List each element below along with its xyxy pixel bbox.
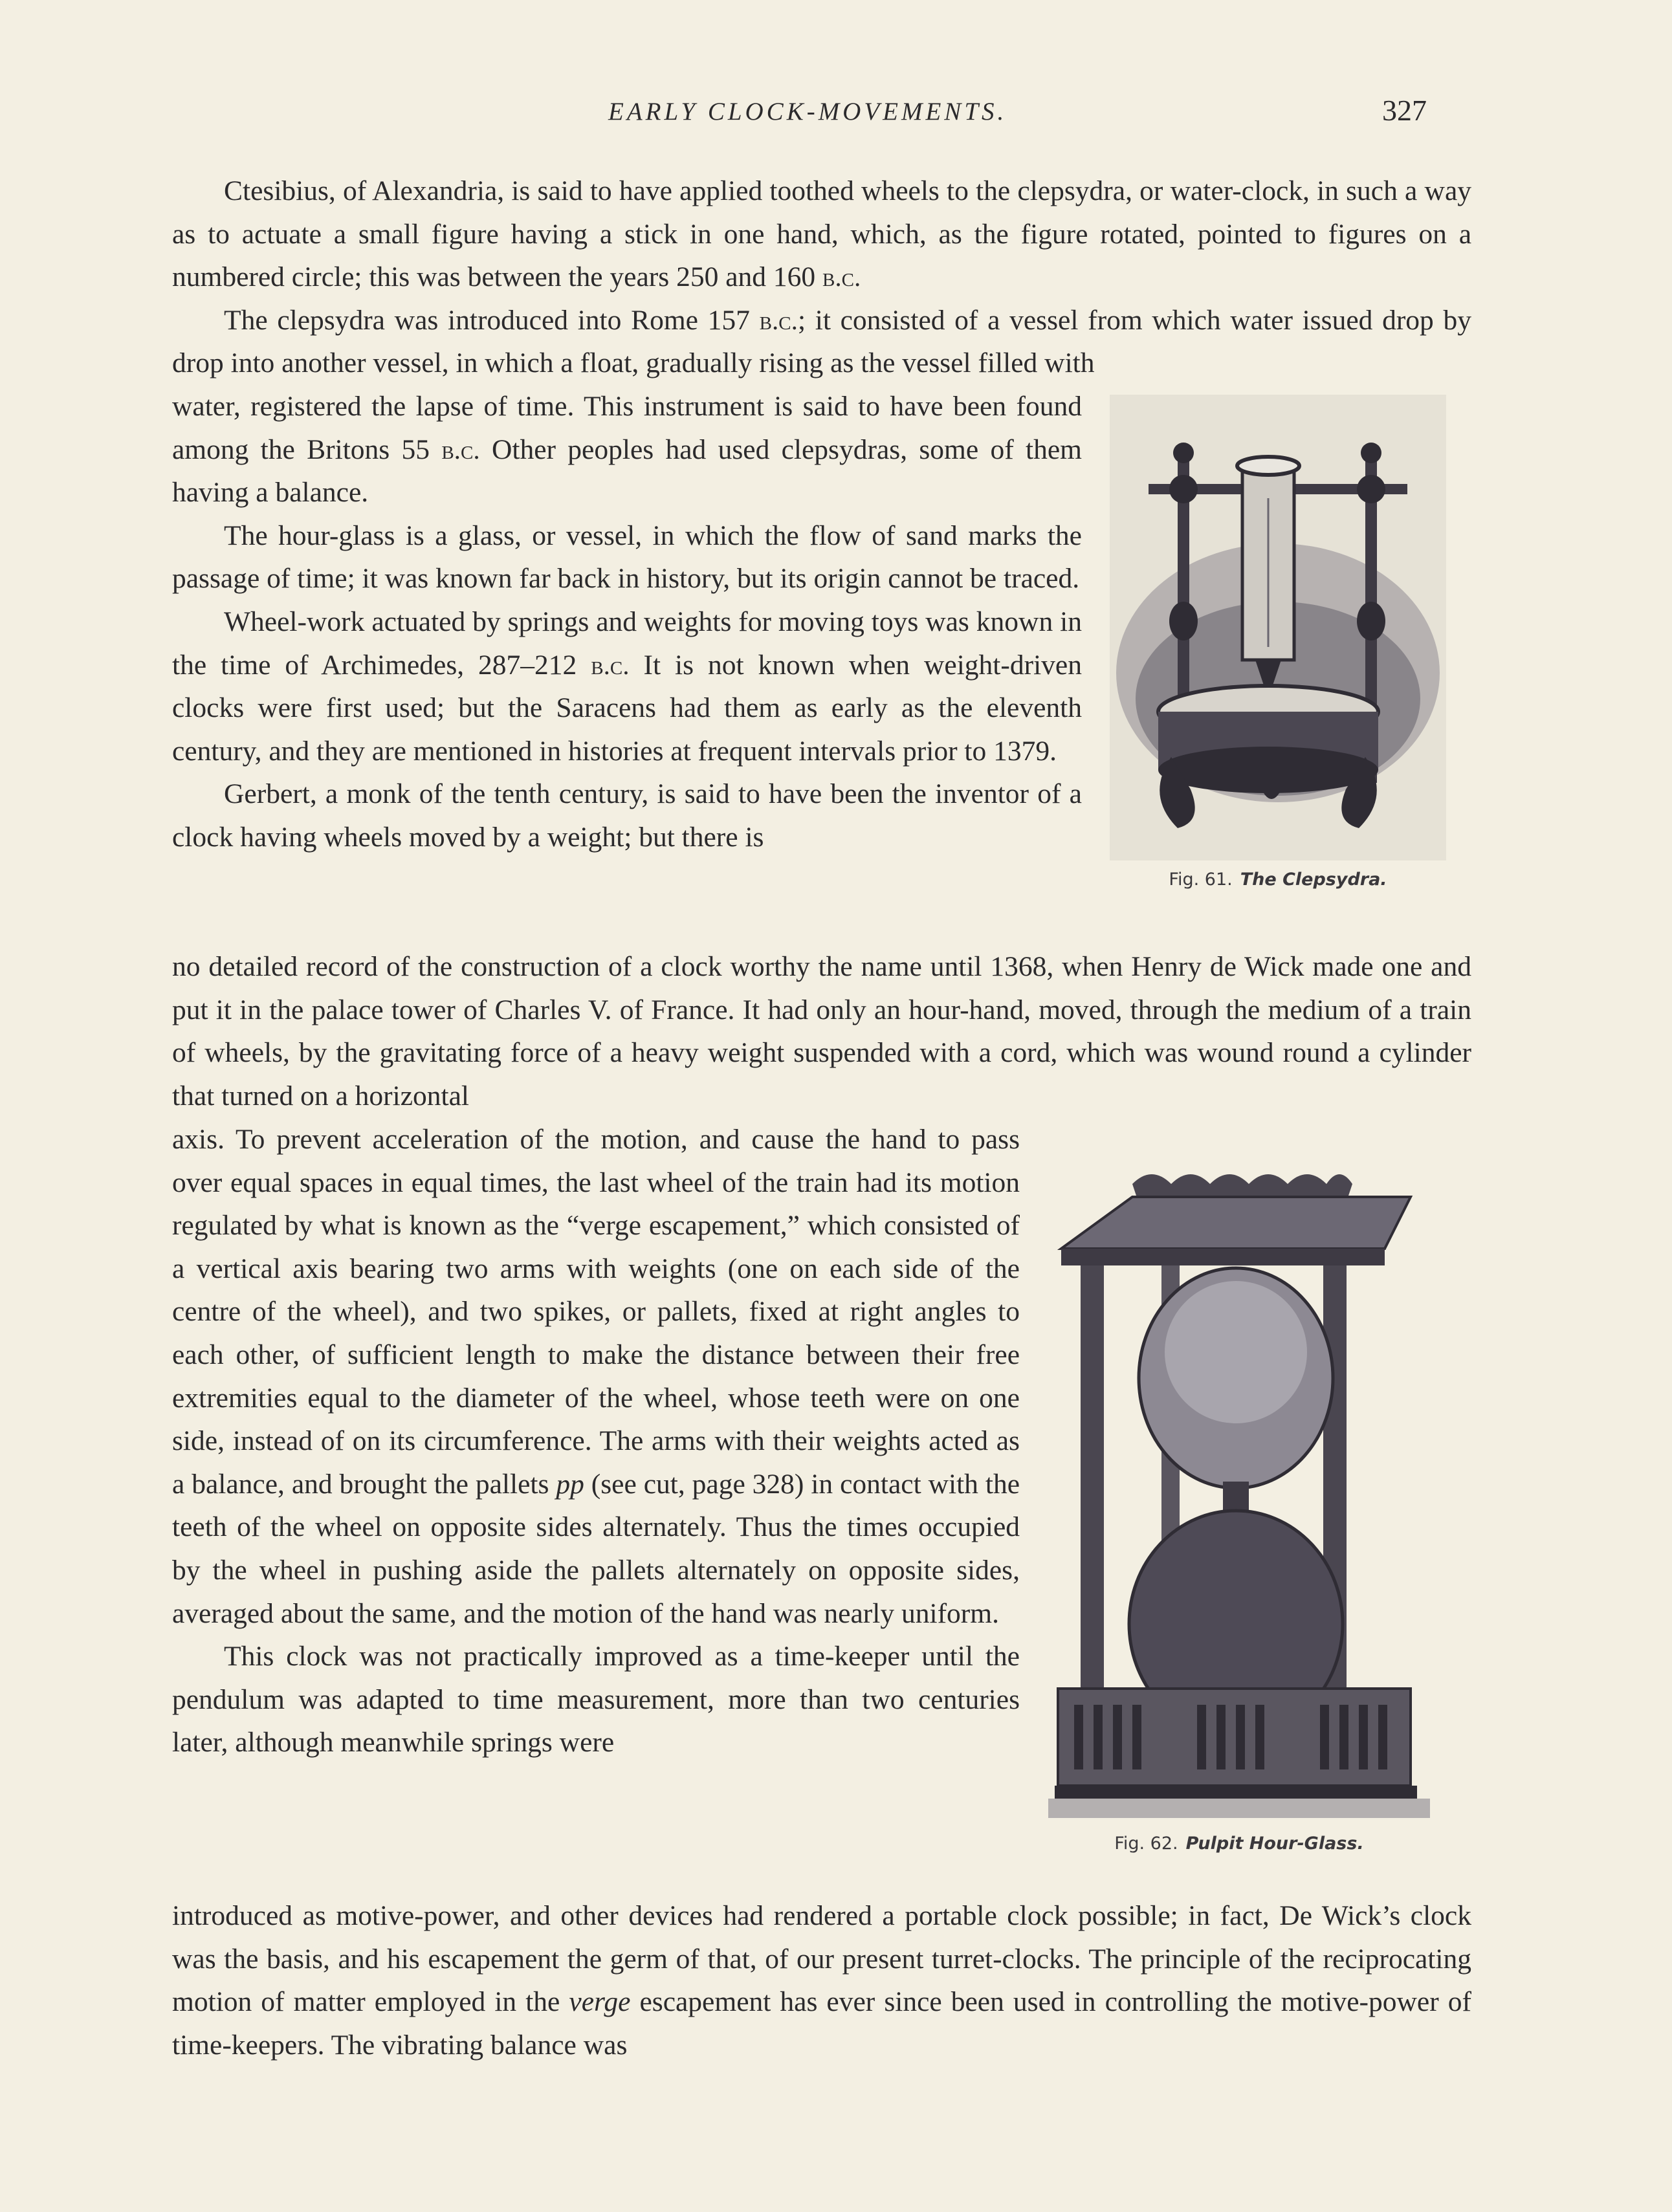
paragraph-gerbert: Gerbert, a monk of the tenth century, is said to have been the inventor of a clock having wheels moved by a weight; but there is xyxy=(172,778,1082,853)
hour-glass-engraving xyxy=(1048,1158,1430,1824)
page-number: 327 xyxy=(1382,94,1427,127)
figure-clepsydra xyxy=(1110,395,1446,890)
paragraph-clepsydra-cont: water, registered the lapse of time. This instrument is said to have been found among the Britons 55 b.c. Other peoples had used clepsydras, some of them having a balance. xyxy=(172,391,1083,509)
text-block-middle xyxy=(172,945,1471,1117)
text-block-top xyxy=(172,170,1471,385)
text-block-bottom xyxy=(172,1894,1471,2066)
paragraph-verge-escapement: axis. To prevent acceleration of the motion, and cause the hand to pass over equal spaces in equal times, the last wheel of the train had its motion regulated by what is known as the “verge escapement,” which consisted of a vertical axis bearing two arms with weights (one on each side of the centre of the wheel), and two spikes, or pallets, fixed at right angles to each other, of sufficient length to make the distance between their free extremities equal to the diameter of the wheel, whose teeth were on one side, instead of on its circumference. The arms with their weights acted as a balance, and brought the pallets pp (see cut, page 328) in contact with the teeth of the wheel on opposite sides alternately. Thus the times occupied by the wheel in pushing aside the pallets alternately on opposite sides, averaged about the same, and the motion of the hand was nearly uniform. xyxy=(172,1124,1020,1629)
paragraph-pendulum: This clock was not practically improved as a time-keeper until the pendulum was adapted to time measurement, more than two centuries later, although meanwhile springs were xyxy=(172,1641,1020,1758)
running-head xyxy=(0,94,1672,142)
paragraph-hour-glass: The hour-glass is a glass, or vessel, in which the flow of sand marks the passage of time; it was known far back in history, but its origin cannot be traced. xyxy=(172,520,1082,595)
figure-61-caption xyxy=(1110,870,1446,890)
figure-62-caption xyxy=(1048,1834,1430,1854)
figure-61-number: Fig. 61. xyxy=(1169,870,1233,890)
paragraph-ctesibius: Ctesibius, of Alexandria, is said to have applied toothed wheels to the clepsydra, or water-clock, in such a way as to actuate a small figure having a stick in one hand, which, as the figure rotated, pointed to figures on a numbered circle; this was between the years 250 and 160 b.c. xyxy=(172,175,1471,293)
paragraph-de-wick: no detailed record of the construction of a clock worthy the name until 1368, when Henry de Wick made one and put it in the palace tower of Charles V. of France. It had only an hour-hand, moved, through the medium of a train of wheels, by the gravitating force of a heavy weight suspended with a cord, which was wound round a cylinder that turned on a horizontal xyxy=(172,951,1471,1111)
figure-62-title: Pulpit Hour-Glass. xyxy=(1185,1834,1364,1854)
paragraph-clepsydra-rome: The clepsydra was introduced into Rome 157 b.c.; it consisted of a vessel from which water issued drop by drop into another vessel, in which a float, gradually rising as the vessel filled with xyxy=(172,304,1471,379)
paragraph-motive-power: introduced as motive-power, and other devices had rendered a portable clock possible; in fact, De Wick’s clock was the basis, and his escapement the germ of that, of our present turret-clocks. The principle of the reciprocating motion of matter employed in the verge escapement has ever since been used in controlling the motive-power of time-keepers. The vibrating balance was xyxy=(172,1900,1471,2061)
figure-pulpit-hour-glass xyxy=(1048,1158,1430,1854)
text-block-left-column-2 xyxy=(172,1118,1020,1764)
text-block-left-column-1 xyxy=(172,385,1082,859)
running-title: EARLY CLOCK-MOVEMENTS. xyxy=(608,98,1007,126)
clepsydra-engraving xyxy=(1110,395,1446,860)
figure-62-number: Fig. 62. xyxy=(1114,1834,1178,1854)
figure-61-title: The Clepsydra. xyxy=(1240,870,1387,890)
paragraph-wheel-work: Wheel-work actuated by springs and weights for moving toys was known in the time of Archimedes, 287–212 b.c. It is not known when weight-driven clocks were first used; but the Saracens had them as early as the eleventh century, and they are mentioned in histories at frequent intervals prior to 1379. xyxy=(172,606,1082,767)
